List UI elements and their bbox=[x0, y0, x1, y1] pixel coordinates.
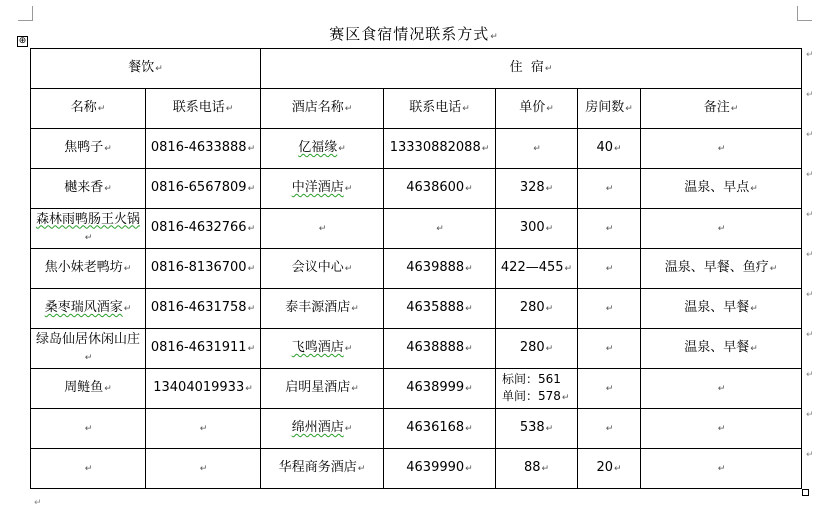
table-cell[interactable] bbox=[496, 249, 578, 289]
cell-text: 0816-6567809 bbox=[150, 180, 247, 195]
table-cell[interactable] bbox=[496, 129, 578, 169]
paragraph-mark-icon: ↵ bbox=[605, 384, 614, 394]
table-row bbox=[31, 129, 802, 169]
table-cell[interactable] bbox=[384, 249, 496, 289]
paragraph-mark-icon: ↵ bbox=[344, 264, 353, 274]
paragraph-mark-icon: ↵ bbox=[465, 384, 473, 394]
paragraph-mark-icon: ↵ bbox=[564, 264, 573, 274]
table-cell[interactable] bbox=[578, 169, 641, 209]
paragraph-mark-icon: ↵ bbox=[351, 304, 359, 314]
paragraph-mark-icon: ↵ bbox=[247, 184, 256, 194]
paragraph-mark-icon: ↵ bbox=[614, 144, 622, 154]
table-row bbox=[31, 169, 802, 209]
paragraph-mark-icon: ↵ bbox=[84, 352, 93, 363]
column-header bbox=[578, 89, 641, 129]
table-cell[interactable] bbox=[261, 129, 384, 169]
table-cell[interactable] bbox=[146, 409, 261, 449]
document-title bbox=[0, 23, 828, 44]
paragraph-mark-icon: ↵ bbox=[605, 224, 614, 234]
cell-text: 焦鸭子 bbox=[64, 140, 104, 155]
group-header-dining bbox=[31, 49, 261, 89]
paragraph-mark-icon: ↵ bbox=[225, 104, 234, 114]
table-cell[interactable] bbox=[146, 289, 261, 329]
table-cell[interactable] bbox=[384, 329, 496, 369]
row-end-mark: ↵ bbox=[806, 370, 814, 380]
table-cell[interactable] bbox=[384, 129, 496, 169]
paragraph-mark-icon: ↵ bbox=[717, 424, 726, 434]
table-cell[interactable] bbox=[31, 169, 146, 209]
column-header-label: 名称 bbox=[70, 100, 97, 115]
column-header-label: 联系电话 bbox=[172, 100, 225, 115]
cell-text: 樾来香 bbox=[64, 180, 104, 195]
cell-text: 温泉、早餐、鱼疗 bbox=[664, 260, 769, 275]
paragraph-mark-icon: ↵ bbox=[351, 384, 359, 394]
cell-text: 422—455 bbox=[500, 260, 564, 275]
cell-text: 中洋酒店 bbox=[291, 180, 344, 195]
cell-text: 4639990 bbox=[406, 460, 465, 475]
cell-text: 4638600 bbox=[406, 180, 465, 195]
cell-text: 亿福缘 bbox=[298, 140, 338, 155]
paragraph-mark-icon: ↵ bbox=[436, 224, 444, 234]
paragraph-mark-icon: ↵ bbox=[104, 184, 112, 194]
cell-text: 4635888 bbox=[406, 300, 465, 315]
paragraph-mark-icon: ↵ bbox=[605, 344, 614, 354]
table-cell[interactable] bbox=[261, 249, 384, 289]
paragraph-mark-icon: ↵ bbox=[344, 344, 353, 354]
paragraph-mark-icon: ↵ bbox=[84, 424, 93, 434]
paragraph-mark-icon: ↵ bbox=[465, 304, 473, 314]
table-cell[interactable] bbox=[384, 449, 496, 489]
paragraph-mark-icon: ↵ bbox=[717, 464, 726, 474]
column-header bbox=[261, 89, 384, 129]
paragraph-mark-icon: ↵ bbox=[155, 64, 163, 74]
table-move-handle-icon[interactable]: ⊕ bbox=[18, 36, 27, 46]
table-cell[interactable] bbox=[578, 289, 641, 329]
paragraph-mark-icon: ↵ bbox=[199, 424, 208, 434]
cell-text: 温泉、早餐 bbox=[684, 300, 750, 315]
paragraph-mark-icon: ↵ bbox=[245, 384, 253, 394]
table-cell[interactable] bbox=[641, 409, 802, 449]
table-cell[interactable] bbox=[384, 209, 496, 249]
cell-text: 300 bbox=[519, 220, 545, 235]
row-end-mark: ↵ bbox=[806, 250, 814, 260]
paragraph-mark-icon: ↵ bbox=[104, 144, 112, 154]
row-end-mark: ↵ bbox=[806, 290, 814, 300]
table-cell[interactable] bbox=[31, 129, 146, 169]
column-header-label: 备注 bbox=[703, 100, 730, 115]
table-cell[interactable] bbox=[146, 209, 261, 249]
paragraph-mark-icon: ↵ bbox=[605, 424, 614, 434]
paragraph-mark-icon: ↵ bbox=[465, 264, 473, 274]
table-cell[interactable] bbox=[641, 169, 802, 209]
cell-text: 538 bbox=[519, 420, 545, 435]
paragraph-mark-icon: ↵ bbox=[605, 304, 614, 314]
cell-text: 40 bbox=[596, 140, 613, 155]
paragraph-mark-icon: ↵ bbox=[34, 498, 42, 508]
table-cell[interactable] bbox=[31, 249, 146, 289]
paragraph-mark-icon: ↵ bbox=[545, 424, 554, 434]
table-cell[interactable] bbox=[578, 369, 641, 409]
paragraph-mark-icon: ↵ bbox=[545, 304, 554, 314]
table-cell[interactable] bbox=[641, 209, 802, 249]
group-header-dining-label: 餐饮 bbox=[128, 60, 155, 75]
table-cell[interactable] bbox=[31, 329, 146, 369]
column-header-label: 联系电话 bbox=[409, 100, 462, 115]
cell-text: 启明星酒店 bbox=[285, 380, 351, 395]
paragraph-mark-icon: ↵ bbox=[769, 264, 778, 274]
table-row bbox=[31, 249, 802, 289]
table-cell[interactable] bbox=[578, 249, 641, 289]
paragraph-mark-icon: ↵ bbox=[247, 264, 256, 274]
paragraph-mark-icon: ↵ bbox=[465, 464, 473, 474]
table-row bbox=[31, 449, 802, 489]
paragraph-mark-icon: ↵ bbox=[247, 344, 256, 354]
paragraph-mark-icon: ↵ bbox=[247, 224, 256, 234]
table-cell[interactable] bbox=[261, 169, 384, 209]
paragraph-mark-icon: ↵ bbox=[545, 184, 554, 194]
cell-text: 4638999 bbox=[406, 380, 465, 395]
cell-text: 绵州酒店 bbox=[291, 420, 344, 435]
table-cell[interactable] bbox=[641, 369, 802, 409]
paragraph-mark-icon: ↵ bbox=[546, 104, 554, 114]
group-header-row bbox=[31, 49, 802, 89]
table-cell[interactable] bbox=[261, 409, 384, 449]
table-cell[interactable] bbox=[641, 449, 802, 489]
table-cell[interactable] bbox=[146, 129, 261, 169]
paragraph-mark-icon: ↵ bbox=[344, 424, 353, 434]
cell-text: 泰丰源酒店 bbox=[285, 300, 351, 315]
paragraph-mark-icon: ↵ bbox=[199, 464, 208, 474]
cell-text: 周鲢鱼 bbox=[64, 380, 104, 395]
paragraph-mark-icon: ↵ bbox=[123, 264, 132, 274]
cell-text: 华程商务酒店 bbox=[278, 460, 357, 475]
cell-text: 4638888 bbox=[406, 340, 465, 355]
paragraph-mark-icon: ↵ bbox=[84, 464, 93, 474]
table-cell[interactable] bbox=[384, 169, 496, 209]
paragraph-mark-icon: ↵ bbox=[465, 184, 473, 194]
column-header bbox=[641, 89, 802, 129]
table-cell[interactable] bbox=[496, 169, 578, 209]
row-end-mark: ↵ bbox=[806, 50, 814, 60]
group-header-lodging-label: 住 宿 bbox=[509, 60, 544, 75]
table-cell[interactable] bbox=[146, 169, 261, 209]
table-cell[interactable] bbox=[261, 289, 384, 329]
paragraph-mark-icon: ↵ bbox=[750, 184, 758, 194]
table-cell[interactable] bbox=[578, 129, 641, 169]
table-cell[interactable] bbox=[496, 329, 578, 369]
table-cell[interactable] bbox=[641, 289, 802, 329]
column-header bbox=[384, 89, 496, 129]
paragraph-mark-icon: ↵ bbox=[533, 144, 541, 154]
paragraph-mark-icon: ↵ bbox=[123, 304, 132, 314]
paragraph-mark-icon: ↵ bbox=[465, 344, 473, 354]
document-title-text: 赛区食宿情况联系方式 bbox=[329, 25, 490, 43]
table-cell[interactable] bbox=[146, 249, 261, 289]
table-cell[interactable] bbox=[384, 409, 496, 449]
table-cell[interactable] bbox=[384, 289, 496, 329]
table-cell[interactable] bbox=[496, 409, 578, 449]
table-cell[interactable] bbox=[146, 369, 261, 409]
table-cell[interactable] bbox=[578, 449, 641, 489]
table-cell[interactable] bbox=[641, 329, 802, 369]
column-header-label: 房间数 bbox=[585, 100, 625, 115]
column-header bbox=[31, 89, 146, 129]
paragraph-mark-icon: ↵ bbox=[357, 464, 366, 474]
cell-text: 0816-4631758 bbox=[150, 300, 247, 315]
table-cell[interactable] bbox=[496, 369, 578, 409]
cell-text: 温泉、早餐 bbox=[684, 340, 750, 355]
column-header bbox=[146, 89, 261, 129]
cell-text: 0816-8136700 bbox=[150, 260, 247, 275]
cell-text: 280 bbox=[519, 340, 545, 355]
column-header-row bbox=[31, 89, 802, 129]
cell-text: 4639888 bbox=[406, 260, 465, 275]
table-cell[interactable] bbox=[496, 209, 578, 249]
paragraph-mark-icon: ↵ bbox=[614, 464, 622, 474]
table-cell[interactable] bbox=[31, 289, 146, 329]
table-cell[interactable] bbox=[641, 249, 802, 289]
row-end-mark: ↵ bbox=[806, 410, 814, 420]
paragraph-mark-icon: ↵ bbox=[717, 224, 726, 234]
cell-text: 会议中心 bbox=[291, 260, 344, 275]
paragraph-mark-icon: ↵ bbox=[247, 304, 256, 314]
cell-text: 单间：578 bbox=[502, 388, 561, 403]
cell-text: 标间：561 bbox=[502, 371, 561, 386]
paragraph-mark-icon: ↵ bbox=[545, 224, 554, 234]
paragraph-mark-icon: ↵ bbox=[605, 184, 614, 194]
table-cell[interactable] bbox=[496, 289, 578, 329]
paragraph-mark-icon: ↵ bbox=[541, 464, 550, 474]
paragraph-mark-icon: ↵ bbox=[84, 232, 93, 243]
paragraph-mark-icon: ↵ bbox=[465, 424, 473, 434]
column-header-label: 酒店名称 bbox=[291, 100, 344, 115]
table-cell[interactable] bbox=[31, 209, 146, 249]
cell-text: 绿岛仙居休闲山庄 bbox=[35, 331, 140, 347]
paragraph-mark-icon: ↵ bbox=[338, 144, 346, 154]
cell-text: 328 bbox=[519, 180, 545, 195]
table-cell[interactable] bbox=[578, 329, 641, 369]
row-end-mark: ↵ bbox=[806, 330, 814, 340]
table-cell[interactable] bbox=[578, 209, 641, 249]
table-cell[interactable] bbox=[146, 449, 261, 489]
cell-text: 0816-4632766 bbox=[150, 220, 247, 235]
paragraph-mark-icon: ↵ bbox=[344, 104, 353, 114]
table-row bbox=[31, 289, 802, 329]
table-cell[interactable] bbox=[261, 449, 384, 489]
paragraph-mark-icon: ↵ bbox=[625, 104, 633, 114]
paragraph-mark-icon: ↵ bbox=[717, 144, 726, 154]
paragraph-mark-icon: ↵ bbox=[730, 104, 739, 114]
row-end-mark: ↵ bbox=[806, 170, 814, 180]
paragraph-mark-icon: ↵ bbox=[490, 32, 499, 42]
table-resize-handle[interactable] bbox=[802, 489, 809, 496]
table-cell[interactable] bbox=[31, 369, 146, 409]
cell-text: 13404019933 bbox=[153, 380, 245, 395]
page-corner-mark-top-left bbox=[18, 6, 33, 21]
table-cell[interactable] bbox=[496, 449, 578, 489]
table-cell[interactable] bbox=[384, 369, 496, 409]
paragraph-mark-icon: ↵ bbox=[344, 184, 353, 194]
column-header-label: 单价 bbox=[519, 100, 546, 115]
paragraph-mark-icon: ↵ bbox=[97, 104, 106, 114]
cell-text: 桑枣瑞风酒家 bbox=[44, 300, 123, 315]
paragraph-mark-icon: ↵ bbox=[750, 344, 758, 354]
table-cell[interactable] bbox=[261, 329, 384, 369]
row-end-mark: ↵ bbox=[806, 210, 814, 220]
table-cell[interactable] bbox=[578, 409, 641, 449]
paragraph-mark-icon: ↵ bbox=[104, 384, 112, 394]
table-cell[interactable] bbox=[146, 329, 261, 369]
table-row bbox=[31, 329, 802, 369]
paragraph-mark-icon: ↵ bbox=[481, 144, 490, 154]
paragraph-mark-icon: ↵ bbox=[561, 392, 570, 403]
cell-text: 0816-4631911 bbox=[150, 340, 247, 355]
contact-table bbox=[30, 48, 802, 489]
table-row bbox=[31, 209, 802, 249]
cell-text: 4636168 bbox=[406, 420, 465, 435]
paragraph-mark-icon: ↵ bbox=[544, 64, 553, 74]
column-header bbox=[496, 89, 578, 129]
paragraph-mark-icon: ↵ bbox=[318, 224, 327, 234]
cell-text: 森林雨鸭肠王火锅 bbox=[35, 211, 140, 227]
row-end-mark: ↵ bbox=[806, 90, 814, 100]
table-cell[interactable] bbox=[31, 449, 146, 489]
paragraph-mark-icon: ↵ bbox=[545, 344, 554, 354]
table-cell[interactable] bbox=[261, 369, 384, 409]
cell-text: 280 bbox=[519, 300, 545, 315]
page-corner-mark-top-right bbox=[797, 6, 812, 21]
paragraph-mark-icon: ↵ bbox=[717, 384, 726, 394]
paragraph-mark-icon: ↵ bbox=[750, 304, 758, 314]
row-end-mark: ↵ bbox=[806, 450, 814, 460]
cell-text: 飞鸣酒店 bbox=[291, 340, 344, 355]
table-cell[interactable] bbox=[261, 209, 384, 249]
paragraph-mark-icon: ↵ bbox=[247, 144, 256, 154]
paragraph-mark-icon: ↵ bbox=[605, 264, 614, 274]
cell-text: 13330882088 bbox=[389, 140, 481, 155]
cell-text: 温泉、早点 bbox=[684, 180, 750, 195]
cell-text: 焦小妹老鸭坊 bbox=[44, 260, 123, 275]
table-row bbox=[31, 409, 802, 449]
table-cell[interactable] bbox=[31, 409, 146, 449]
paragraph-mark-icon: ↵ bbox=[462, 104, 470, 114]
table-row bbox=[31, 369, 802, 409]
cell-text: 0816-4633888 bbox=[150, 140, 247, 155]
cell-text: 20 bbox=[596, 460, 613, 475]
group-header-lodging bbox=[261, 49, 802, 89]
row-end-mark: ↵ bbox=[806, 130, 814, 140]
cell-text: 88 bbox=[523, 460, 541, 475]
table-cell[interactable] bbox=[641, 129, 802, 169]
